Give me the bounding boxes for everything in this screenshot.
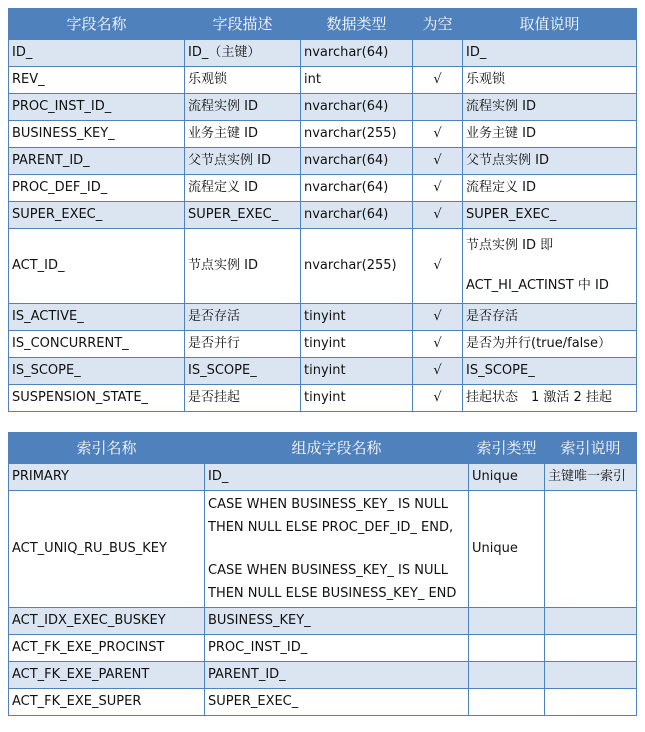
table-row bbox=[9, 229, 637, 304]
field-note: ID_ bbox=[463, 40, 637, 67]
field-name: IS_ACTIVE_ bbox=[9, 304, 185, 331]
field-type: nvarchar(64) bbox=[301, 40, 413, 67]
index-type bbox=[469, 635, 545, 662]
field-name: IS_SCOPE_ bbox=[9, 358, 185, 385]
field-desc: IS_SCOPE_ bbox=[185, 358, 301, 385]
field-nullable: √ bbox=[413, 358, 463, 385]
field-name: PROC_INST_ID_ bbox=[9, 94, 185, 121]
field-type: int bbox=[301, 67, 413, 94]
header-index-name: 索引名称 bbox=[9, 433, 205, 464]
field-name: SUPER_EXEC_ bbox=[9, 202, 185, 229]
field-desc: SUPER_EXEC_ bbox=[185, 202, 301, 229]
index-type: Unique bbox=[469, 464, 545, 491]
field-note: IS_SCOPE_ bbox=[463, 358, 637, 385]
field-type: nvarchar(64) bbox=[301, 175, 413, 202]
index-name: ACT_UNIQ_RU_BUS_KEY bbox=[9, 491, 205, 608]
index-type bbox=[469, 608, 545, 635]
field-note: 业务主键 ID bbox=[463, 121, 637, 148]
header-field-desc: 字段描述 bbox=[185, 9, 301, 40]
field-name: PROC_DEF_ID_ bbox=[9, 175, 185, 202]
field-note: 父节点实例 ID bbox=[463, 148, 637, 175]
field-note: 流程实例 ID bbox=[463, 94, 637, 121]
field-nullable: √ bbox=[413, 331, 463, 358]
table-row bbox=[9, 40, 637, 67]
table-row bbox=[9, 385, 637, 412]
field-nullable: √ bbox=[413, 148, 463, 175]
field-nullable: √ bbox=[413, 67, 463, 94]
index-name: ACT_FK_EXE_PARENT bbox=[9, 662, 205, 689]
field-desc: 流程实例 ID bbox=[185, 94, 301, 121]
index-type bbox=[469, 662, 545, 689]
header-nullable: 为空 bbox=[413, 9, 463, 40]
table-row bbox=[9, 635, 637, 662]
field-name: BUSINESS_KEY_ bbox=[9, 121, 185, 148]
index-fields: ID_ bbox=[205, 464, 469, 491]
field-type: nvarchar(64) bbox=[301, 202, 413, 229]
index-desc bbox=[545, 608, 637, 635]
index-fields: PARENT_ID_ bbox=[205, 662, 469, 689]
field-note: 乐观锁 bbox=[463, 67, 637, 94]
table-row bbox=[9, 464, 637, 491]
field-nullable bbox=[413, 40, 463, 67]
field-desc: ID_（主键） bbox=[185, 40, 301, 67]
field-nullable: √ bbox=[413, 175, 463, 202]
field-desc: 业务主键 ID bbox=[185, 121, 301, 148]
fields-table-header bbox=[9, 9, 637, 40]
field-desc: 是否并行 bbox=[185, 331, 301, 358]
field-note: 流程定义 ID bbox=[463, 175, 637, 202]
field-note: 是否存活 bbox=[463, 304, 637, 331]
field-nullable: √ bbox=[413, 304, 463, 331]
index-table bbox=[8, 432, 637, 716]
field-name: PARENT_ID_ bbox=[9, 148, 185, 175]
table-row bbox=[9, 608, 637, 635]
field-note-line: 节点实例 ID 即 bbox=[466, 238, 554, 253]
field-nullable bbox=[413, 94, 463, 121]
header-value-note: 取值说明 bbox=[463, 9, 637, 40]
table-row bbox=[9, 202, 637, 229]
index-fields-line: CASE WHEN BUSINESS_KEY_ IS NULL bbox=[208, 563, 448, 578]
field-type: nvarchar(255) bbox=[301, 121, 413, 148]
field-note: SUPER_EXEC_ bbox=[463, 202, 637, 229]
index-fields: SUPER_EXEC_ bbox=[205, 689, 469, 716]
field-desc: 流程定义 ID bbox=[185, 175, 301, 202]
field-nullable: √ bbox=[413, 202, 463, 229]
table-row bbox=[9, 662, 637, 689]
header-index-fields: 组成字段名称 bbox=[205, 433, 469, 464]
field-type: tinyint bbox=[301, 385, 413, 412]
field-note-line: ACT_HI_ACTINST 中 ID bbox=[466, 278, 609, 293]
field-type: tinyint bbox=[301, 358, 413, 385]
header-index-type: 索引类型 bbox=[469, 433, 545, 464]
field-nullable: √ bbox=[413, 385, 463, 412]
field-note bbox=[463, 229, 637, 304]
table-row bbox=[9, 121, 637, 148]
index-fields-line: CASE WHEN BUSINESS_KEY_ IS NULL bbox=[208, 497, 448, 512]
table-row bbox=[9, 175, 637, 202]
index-desc bbox=[545, 491, 637, 608]
index-table-header bbox=[9, 433, 637, 464]
field-note: 是否为并行(true/false） bbox=[463, 331, 637, 358]
field-name: SUSPENSION_STATE_ bbox=[9, 385, 185, 412]
index-desc bbox=[545, 689, 637, 716]
field-desc: 乐观锁 bbox=[185, 67, 301, 94]
field-type: nvarchar(64) bbox=[301, 94, 413, 121]
index-name: ACT_IDX_EXEC_BUSKEY bbox=[9, 608, 205, 635]
table-row bbox=[9, 304, 637, 331]
field-name: REV_ bbox=[9, 67, 185, 94]
field-desc: 是否挂起 bbox=[185, 385, 301, 412]
index-fields: PROC_INST_ID_ bbox=[205, 635, 469, 662]
field-type: tinyint bbox=[301, 331, 413, 358]
fields-table bbox=[8, 8, 637, 412]
table-row bbox=[9, 94, 637, 121]
index-desc: 主键唯一索引 bbox=[545, 464, 637, 491]
header-field-name: 字段名称 bbox=[9, 9, 185, 40]
index-desc bbox=[545, 635, 637, 662]
field-desc: 父节点实例 ID bbox=[185, 148, 301, 175]
header-data-type: 数据类型 bbox=[301, 9, 413, 40]
field-name: IS_CONCURRENT_ bbox=[9, 331, 185, 358]
index-fields-line: THEN NULL ELSE PROC_DEF_ID_ END, bbox=[208, 520, 454, 535]
field-type: tinyint bbox=[301, 304, 413, 331]
index-type bbox=[469, 689, 545, 716]
field-desc: 节点实例 ID bbox=[185, 229, 301, 304]
field-name: ID_ bbox=[9, 40, 185, 67]
field-type: nvarchar(64) bbox=[301, 148, 413, 175]
table-row bbox=[9, 331, 637, 358]
field-name: ACT_ID_ bbox=[9, 229, 185, 304]
table-row bbox=[9, 491, 637, 608]
index-fields bbox=[205, 491, 469, 608]
index-name: ACT_FK_EXE_PROCINST bbox=[9, 635, 205, 662]
table-row bbox=[9, 148, 637, 175]
index-name: ACT_FK_EXE_SUPER bbox=[9, 689, 205, 716]
header-index-desc: 索引说明 bbox=[545, 433, 637, 464]
table-row bbox=[9, 67, 637, 94]
index-name: PRIMARY bbox=[9, 464, 205, 491]
field-desc: 是否存活 bbox=[185, 304, 301, 331]
field-nullable: √ bbox=[413, 121, 463, 148]
field-type: nvarchar(255) bbox=[301, 229, 413, 304]
index-fields-line: THEN NULL ELSE BUSINESS_KEY_ END bbox=[208, 586, 457, 601]
table-row bbox=[9, 689, 637, 716]
index-fields: BUSINESS_KEY_ bbox=[205, 608, 469, 635]
field-nullable: √ bbox=[413, 229, 463, 304]
index-desc bbox=[545, 662, 637, 689]
index-type: Unique bbox=[469, 491, 545, 608]
table-row bbox=[9, 358, 637, 385]
field-note: 挂起状态 1 激活 2 挂起 bbox=[463, 385, 637, 412]
